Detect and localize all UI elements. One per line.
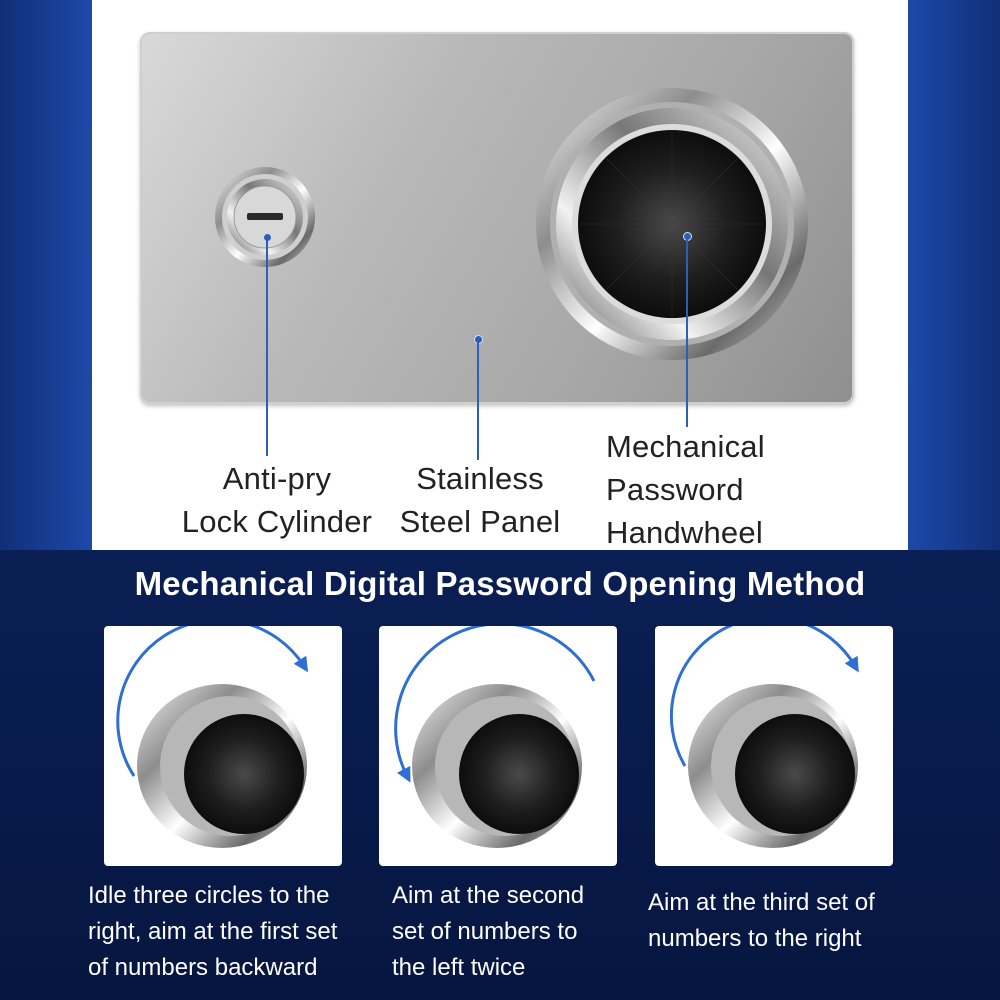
panel-label [388,457,572,543]
step-1-line-2: right, aim at the first set [88,918,338,945]
background-left-band [0,0,92,550]
panel-label-line-2: Steel Panel [399,504,561,539]
lock-cylinder-label [172,457,382,543]
step-3-text [648,885,875,957]
step-card-2 [379,626,617,866]
section-title: Mechanical Digital Password Opening Method [134,565,866,602]
handwheel-label-line-2: Password [606,472,744,507]
step-3-line-1: Aim at the third set of [648,889,875,916]
product-diagram-card [92,0,908,550]
step-3-line-2: numbers to the right [648,925,862,952]
panel-callout-line [477,340,479,460]
lock-callout-line [266,238,268,456]
dial-clockwise-icon [104,626,342,866]
step-2-line-1: Aim at the second [392,882,585,909]
lock-label-line-1: Anti-pry [222,461,332,496]
lock-label-line-2: Lock Cylinder [181,504,373,539]
panel-label-line-1: Stainless [416,461,544,496]
dial-clockwise-icon [655,626,893,866]
step-1-line-1: Idle three circles to the [88,882,330,909]
dial-counterclockwise-icon [379,626,617,866]
step-2-line-3: the left twice [392,954,526,981]
lock-cylinder-icon [210,162,320,272]
handwheel-label [606,425,806,554]
handwheel-callout-line [686,237,688,427]
stainless-steel-panel [140,32,854,404]
step-1-text [88,878,337,986]
background-right-band [908,0,1000,550]
step-2-text [392,878,584,986]
step-1-line-3: of numbers backward [88,954,318,981]
step-2-line-2: set of numbers to [392,918,578,945]
step-card-1 [104,626,342,866]
step-card-3 [655,626,893,866]
dial-icon [532,84,812,364]
handwheel-label-line-3: Handwheel [606,515,763,550]
handwheel-label-line-1: Mechanical [606,429,765,464]
